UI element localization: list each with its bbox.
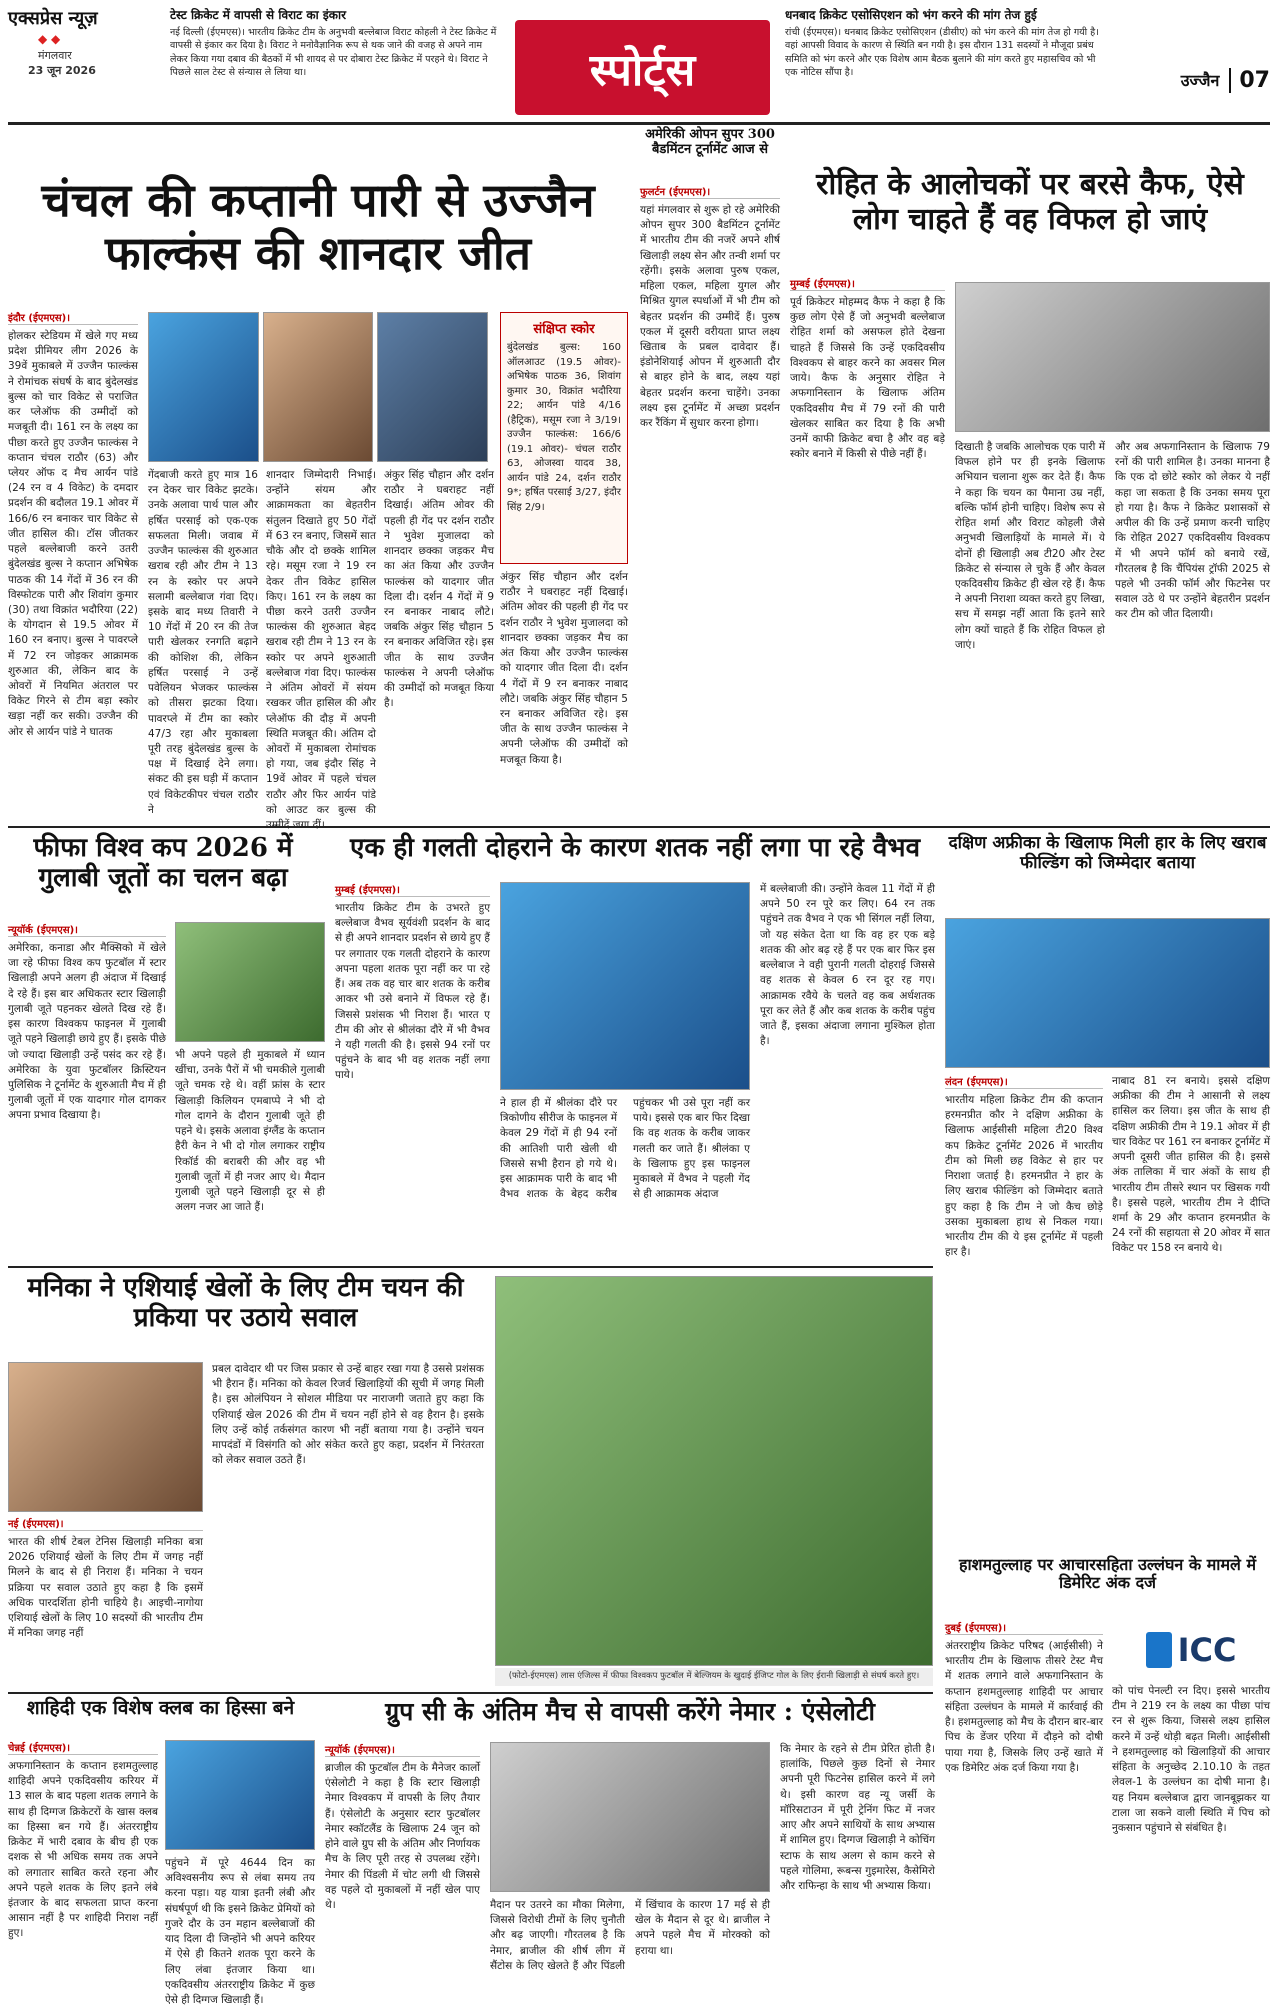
score-box: [500, 312, 628, 564]
day-label: मंगलवार: [38, 49, 72, 62]
story1-photo-3: [377, 312, 488, 462]
story4-dateline: न्यूयॉर्क (ईएमएस)।: [8, 922, 166, 937]
icc-emblem-icon: [1146, 1632, 1172, 1668]
story9-text-2: पहुंचने में पूरे 4644 दिन का अविश्वसनीय रूप से लंबा समय तय करना पड़ा। यह यात्रा इतनी लंबी और संघर्षपूर्ण थी कि इसने क्रिकेट प्रेमियों को गुजरे दौर के उन महान बल्लेबाजों की याद दिला दी जिन्होंने भी अपने करियर में ऐसे ही कितने शतक पूरा करने के लिए लंबा इंतजार किया था। एकदिवसीय अंतरराष्ट्रीय क्रिकेट में कुछ ऐसे ही दिग्गज खिलाड़ी हैं।: [165, 1857, 315, 2006]
story8-text-1: अंतरराष्ट्रीय क्रिकेट परिषद (आईसीसी) ने भारतीय टीम के खिलाफ तीसरे टेस्ट मैच में शतक लगाने वाले अफगानिस्तान के कप्तान हशमतुल्लाह शाहिदी पर आचार संहिता उल्लंघन के मामले में कार्रवाई की है। हशमतुल्लाह को मैच के दौरान बार-बार पिच के डेंजर एरिया में दौड़ने को दोषी पाया गया है, जिसके लिए उन्हें खाते में एक डिमेरिट अंक दर्ज किया गया है।: [945, 1640, 1103, 1774]
story2-text: यहां मंगलवार से शुरू हो रहे अमेरिकी ओपन सुपर 300 बैडमिंटन टूर्नामेंट में भारतीय टीम की नजरें अपने शीर्ष खिलाड़ी लक्ष्य सेन और तन्वी शर्मा पर रहेंगी। इसके अलावा पुरुष एकल, महिला एकल, महिला युगल और मिश्रित युगल स्पर्धाओं में भी टीम को बेहतर प्रदर्शन की उम्मीदें हैं। पुरुष एकल में दूसरी वरीयता प्राप्त लक्ष्य खिताब के प्रबल दावेदार हैं। इंडोनेशियाई ओपन में शुरुआती दौर से बाहर होने के बाद, लक्ष्य यहां बेहतर प्रदर्शन करना चाहेंगे। उनका लक्ष्य इस टूर्नामेंट में अच्छा प्रदर्शन कर रैंकिंग में सुधार करना होगा।: [640, 204, 780, 430]
story10-text-2: मैदान पर उतरने का मौका मिलेगा, जिससे विरोधी टीमों के लिए चुनौती और बढ़ जाएगी। गौरतलब है कि नेमार, ब्राजील की शीर्ष लीग में सैंटोस के लिए खेलते हैं और पिंडली में खिंचाव के कारण 17 मई से ही खेल के मैदान से दूर थे। ब्राजील ने अपने पहले मैच में मोरक्को को हराया था।: [490, 1899, 770, 1972]
icc-logo-text: ICC: [1177, 1631, 1237, 1669]
story5-col3: [760, 882, 935, 1260]
story10-col2: [490, 1898, 770, 2000]
story5-text-2: ने हाल ही में श्रीलंका दौरे पर त्रिकोणीय सीरीज के फाइनल में केवल 29 गेंदों में ही 94 रनों की आतिशी पारी खेली थी जिससे सभी हैरान हो गये थे। इस आक्रामक पारी के बाद भी वैभव शतक के बेहद करीब पहुंचकर भी उसे पूरा नहीं कर पाये। इससे एक बार फिर दिखा कि वह शतक के करीब जाकर गलती कर जाते हैं। श्रीलंका ए के खिलाफ हुए इस फाइनल मुकाबले में वैभव ने पहली गेंद से ही आक्रामक अंदाज: [500, 1097, 750, 1201]
story6-col1: [945, 1074, 1103, 1550]
story3-text-3: और अब अफगानिस्तान के खिलाफ 79 रनों की पारी शामिल है। उनका मानना है कि एक दो छोटे स्कोर को लेकर ये नहीं कहा जा सकता है कि उनका समय पूरा हो गया है। कैफ ने क्रिकेट प्रशासकों से अपील की कि उन्हें प्रमाण करनी चाहिए कि रोहित 2027 एकदिवसीय विश्वकप में भी अपने फॉर्म को बनाये रखें, गौरतलब है कि चैंपियंस ट्रॉफी 2025 से पहले भी उनकी फॉर्म और फिटनेस पर सवाल उठे थे पर उन्होंने बेहतरीन प्रदर्शन कर टीम को जीत दिलायी।: [1115, 441, 1270, 621]
story7-col2: [212, 1362, 484, 1686]
story8-headline: हाशमतुल्लाह पर आचारसहिता उल्लंघन के मामले में डिमेरिट अंक दर्ज: [958, 1555, 1257, 1593]
page-info: [1125, 60, 1270, 100]
story10-col3: [780, 1742, 935, 2000]
score-text: बुंदेलखंड बुल्स: 160 ऑलआउट (19.5 ओवर)- अभिषेक पाठक 36, शिवांग कुमार 30, विक्रांत भदौरिया 22; आर्यन पांडे 4/16 (हैट्रिक), मसूम रजा ने 3/19। उज्जैन फाल्कंस: 166/6 (19.1 ओवर)- चंचल राठौर 63, ओजस्वा यादव 38, आर्यन पांडे 24, दर्शन राठौर 9*; हर्षित परसाई 3/27, इंदौर सिंह 2/9।: [507, 342, 621, 513]
story3-col2: [955, 440, 1105, 820]
story10-photo: [490, 1742, 770, 1892]
story9-col1: [8, 1740, 158, 2000]
city-label: उज्जैन: [1180, 71, 1220, 90]
story2-dateline: फुलर्टन (ईएमएस)।: [640, 184, 780, 199]
story1-col3: [266, 468, 376, 820]
top-right-brief: [785, 6, 1105, 116]
story9-photo: [165, 1740, 315, 1850]
story8-col1: [945, 1620, 1103, 2000]
story7-dateline: नई (ईएमएस)।: [8, 1516, 203, 1531]
story1-photo-2: [263, 312, 374, 462]
ornament-icon: ◆ ◆: [38, 32, 61, 46]
story3-dateline: मुम्बई (ईएमएस)।: [790, 276, 945, 291]
story3-photo: [955, 282, 1270, 432]
story7-col1: [8, 1516, 203, 1686]
story7-text-1: भारत की शीर्ष टेबल टेनिस खिलाड़ी मनिका बत्रा 2026 एशियाई खेलों के लिए टीम में जगह नहीं मिलने के बाद से ही निराश हैं। मनिका ने चयन प्रक्रिया पर सवाल उठाते हुए कहा है कि इसमें अधिक पारदर्शिता होनी चाहिये है। आइची-नागोया एशियाई खेलों के लिए 10 सदस्यों की भारतीय टीम में मनिका जगह नहीं: [8, 1536, 203, 1640]
story6-col2: [1112, 1074, 1270, 1550]
story3-text-1: पूर्व क्रिकेटर मोहम्मद कैफ ने कहा है कि कुछ लोग ऐसे हैं जो अनुभवी बल्लेबाज रोहित शर्मा को असफल होते देखना चाहते हैं जिससे कि उन्हें एकदिवसीय विश्वकप से बाहर करने का अवसर मिल जाये। कैफ के अनुसार रोहित ने अफगानिस्तान के खिलाफ अंतिम एकदिवसीय मैच में 79 रनों की पारी खेलकर साबित कर दिया है कि अभी उनमें काफी क्रिकेट बचा है और वह बड़े स्कोर बनाने में किसी से पीछे नहीं हैं।: [790, 296, 945, 461]
story4-text-1: अमेरिका, कनाडा और मैक्सिको में खेले जा रहे फीफा विश्व कप फुटबॉल में स्टार खिलाड़ी अपने अलग ही अंदाज में दिखाई दे रहे हैं। इस बार अधिकतर स्टार खिलाड़ी गुलाबी जूते पहनकर खेलते दिख रहे हैं। इस कारण विश्वकप फाइनल में गुलाबी जूते पहने खिलाड़ी छाये हुए हैं। इसके पीछे जो ज्यादा खिलाड़ी उन्हें पसंद कर रहे हैं। अमेरिका के युवा फुटबॉलर क्रिस्टियन पुलिसिक ने टूर्नामेंट के शुरुआती मैच में ही गुलाबी जूतों में एक यादगार गोल दागकर अपना प्रभाव दिखाया है।: [8, 942, 166, 1122]
story5-col1: [335, 882, 490, 1260]
story9-col2: [165, 1856, 315, 2006]
football-photo: [495, 1276, 933, 1666]
story6-text-1: भारतीय महिला क्रिकेट टीम की कप्तान हरमनप्रीत कौर ने दक्षिण अफ्रीका के खिलाफ आईसीसी महिला टी20 विश्व कप क्रिकेट टूर्नामेंट 2026 में भारतीय टीम को मिली छह विकेट से हार पर निराशा जताई है। हरमनप्रीत ने हार के लिए खराब फील्डिंग को जिम्मेदार बताते हुए कहा है कि टीम ने जो कैच छोड़े उसका मुकाबला हाथ से निकल गया। भारतीय टीम की ये इस टूर्नामेंट में पहली हार है।: [945, 1094, 1103, 1259]
story7-photo: [8, 1362, 203, 1512]
icc-logo: [1112, 1620, 1270, 1680]
story4-headline: फीफा विश्व कप 2026 में गुलाबी जूतों का चलन बढ़ा: [33, 833, 293, 893]
date-label: 23 जून 2026: [28, 64, 96, 77]
story8-col2: [1112, 1684, 1270, 2000]
masthead-paper-block: [8, 6, 158, 106]
football-photo-caption: (फोटो-ईएमएस) लास एंजिल्स में फीफा विश्वकप फुटबॉल में बेल्जियम के खुदाई ईजिप्ट गोल के लिए ईरानी खिलाड़ी से संघर्ष करते हुए।: [495, 1668, 933, 1686]
story3-headline: रोहित के आलोचकों पर बरसे कैफ, ऐसे लोग चाहते हैं वह विफल हो जाएं: [816, 167, 1244, 237]
story1-photo-1: [148, 312, 259, 462]
story3-text-2: दिखाती है जबकि आलोचक एक पारी में विफल होने पर ही इनके खिलाफ अभियान चलाना शुरू कर देते हैं। कैफ ने कहा कि चयन का पैमाना उम्र नहीं, बल्कि फॉर्म होनी चाहिए। विशेष रूप से रोहित शर्मा और विराट कोहली जैसे अनुभवी खिलाड़ियों के मामले में। ये दोनों ही खिलाड़ी अब टी20 और टेस्ट क्रिकेट से संन्यास ले चुके हैं और केवल एकदिवसीय क्रिकेट ही खेल रहे हैं। कैफ ने अपनी निराशा व्यक्त करते हुए लिखा, सच में समझ नहीं आता कि इतने सारे लोग क्यों चाहते हैं कि रोहित विफल हो जाएं।: [955, 441, 1105, 651]
story5-col2: [500, 1096, 750, 1260]
section-rule-1: [8, 826, 1270, 828]
story1-headline: चंचल की कप्तानी पारी से उज्जैन फाल्कंस की शानदार जीत: [41, 173, 595, 280]
story4-text-2: भी अपने पहले ही मुकाबले में ध्यान खींचा, उनके पैरों में भी चमकीले गुलाबी जूते चमक रहे थे। वहीं फ्रांस के स्टार खिलाड़ी किलियन एमबाप्पे ने भी दो गोल दागने के दौरान गुलाबी जूते ही पहने थे। इसके अलावा इंग्लैंड के कप्तान हैरी केन ने भी दो गोल लगाकर राष्ट्रीय रिकॉर्ड की बराबरी की और वह भी गुलाबी जूतों में ही नजर आए थे। मैदान गुलाबी जूते पहने खिलाड़ी दूर से ही अलग नजर आ जाते हैं।: [175, 1049, 325, 1214]
story3-col1: [790, 276, 945, 820]
story6-text-2: नाबाद 81 रन बनाये। इससे दक्षिण अफ्रीका की टीम ने आसानी से लक्ष्य हासिल कर लिया। इस जीत के साथ ही दक्षिण अफ्रीकी टीम ने 19.1 ओवर में ही चार विकेट पर 161 रन बनाकर टूर्नामेंट में अपनी दूसरी जीत हासिल की है। इससे अंक तालिका में चार अंकों के साथ ही भारतीय टीम तीसरे स्थान पर खिसक गयी है। इससे पहले, भारतीय टीम ने दीप्ति शर्मा के 29 और कप्तान हरमनप्रीत के 24 रनों की सहायता से 20 ओवर में सात विकेट पर 158 रन बनाये थे।: [1112, 1075, 1270, 1255]
story5-dateline: मुम्बई (ईएमएस)।: [335, 882, 490, 897]
story3-col3: [1115, 440, 1270, 820]
masthead-rule: [8, 122, 1270, 125]
story5-headline: एक ही गलती दोहराने के कारण शतक नहीं लगा पा रहे वैभव: [349, 833, 921, 863]
story1-text-4: अंकुर सिंह चौहान और दर्शन राठौर ने घबराहट नहीं दिखाई। अंतिम ओवर की पहली ही गेंद पर दर्शन राठौर ने भुवेश मुजालदा को शानदार छक्का जड़कर मैच का अंत किया और उज्जैन फाल्कंस को यादगार जीत दिला दी। दर्शन 4 गेंदों में 9 रन बनाकर नाबाद लौटे। जबकि अंकुर सिंह चौहान 5 रन बनाकर अविजित रहे। इस जीत के साथ उज्जैन फाल्कंस ने अपनी प्लेऑफ की उम्मीदों को मजबूत किया है।: [384, 469, 494, 710]
score-title: संक्षिप्त स्कोर: [533, 322, 595, 337]
story5-text-3: में बल्लेबाजी की। उन्होंने केवल 11 गेंदों में ही अपने 50 रन पूरे कर लिए। 64 रन तक पहुंचने तक वैभव ने एक भी सिंगल नहीं लिया, जो यह संकेत देता था कि वह हर एक बड़े शतक की ओर बढ़ रहे हैं पर एक बार फिर इस बल्लेबाज ने वही पुरानी गलती दोहराई जिससे वह शतक से केवल 6 रन दूर रह गए। आक्रामक रवैये के चलते वह कब अर्धशतक पूरा कर लेते हैं और कब शतक के करीब पहुंच जाते हैं, इसका अंदाजा लगाना मुश्किल होता है।: [760, 883, 935, 1048]
paper-name: एक्सप्रेस न्यूज़: [8, 8, 98, 29]
story10-dateline: न्यूयॉर्क (ईएमएस)।: [325, 1742, 480, 1757]
story9-headline: शाहिदी एक विशेष क्लब का हिस्सा बने: [26, 1697, 295, 1719]
story5-photo: [500, 882, 750, 1090]
story7-text-2: प्रबल दावेदार थी पर जिस प्रकार से उन्हें बाहर रखा गया है उससे प्रशंसक भी हैरान हैं। मनिका को केवल रिजर्व खिलाड़ियों की सूची में जगह मिली है। इस ओलंपियन ने सोशल मीडिया पर नाराजगी जताते हुए कहा कि एशियाई खेल 2026 की टीम में चयन नहीं होने से वह हैरान है। इसके लिए उन्हें कोई तर्कसंगत कारण भी नहीं बताया गया है। उन्होंने चयन मापदंडों में विसंगति को ओर संकेत करते हुए कहा, प्रदर्शन में निरंतरता को लेकर सवाल उठते हैं।: [212, 1363, 484, 1467]
story10-text-1: ब्राजील की फुटबॉल टीम के मैनेजर कार्लो एंसेलोटी ने कहा है कि स्टार खिलाड़ी नेमार विश्वकप में वापसी के लिए तैयार हैं। एंसेलोटी के अनुसार स्टार फुटबॉलर नेमार स्कॉटलैंड के खिलाफ 24 जून को होने वाले ग्रुप सी के अंतिम और निर्णायक मैच के लिए पूरी तरह से उपलब्ध रहेंगे। नेमार की पिंडली में चोट लगी थी जिससे वह पहले दो मुकाबलों में नहीं खेल पाए थे।: [325, 1762, 480, 1911]
story8-text-2: को पांच पेनल्टी रन दिए। इससे भारतीय टीम ने 219 रन के लक्ष्य का पीछा पांच रन से शुरू किया, जिससे लक्ष्य हासिल करने में उन्हें थोड़ी बढ़त मिली। आईसीसी ने हशमतुल्लाह को खिलाड़ियों की आचार संहिता के अनुच्छेद 2.10.10 के तहत लेवल-1 के उल्लंघन का दोषी माना है। यह नियम बल्लेबाज द्वारा जानबूझकर या टाला जा सकने वाली स्थिति में पिच को नुकसान पहुंचाने से संबंधित है।: [1112, 1685, 1270, 1834]
story1-text-2: गेंदबाजी करते हुए मात्र 16 रन देकर चार विकेट झटके। उनके अलावा पार्थ पाल और हर्षित परसाई को एक-एक सफलता मिली। जवाब में उज्जैन फाल्कंस की शुरुआत खराब रही और टीम ने 13 रन के स्कोर पर अपने सलामी बल्लेबाज गंवा दिए। इसके बाद मध्य तिवारी ने 10 गेंदों में 20 रन की तेज पारी खेलकर रनगति बढ़ाने की कोशिश की, लेकिन हर्षित परसाई ने उन्हें पवेलियन भेजकर फाल्कंस को तीसरा झटका दिया। पावरप्ले में टीम का स्कोर 47/3 रहा और मुकाबला पूरी तरह बुंदेलखंड बुल्स के पक्ष में दिखाई देने लगा। संकट की इस घड़ी में कप्तान एवं विकेटकीपर चंचल राठौर ने: [148, 469, 258, 816]
story1-text-3: शानदार जिम्मेदारी निभाई। उन्होंने संयम और आक्रामकता का बेहतरीन संतुलन दिखाते हुए 50 गेंदों में 63 रन बनाए, जिसमें सात चौके और दो छक्के शामिल रहे। मसूम रजा ने 19 रन देकर तीन विकेट हासिल किए। 161 रन के लक्ष्य का पीछा करने उतरी उज्जैन फाल्कंस की शुरुआत बेहद खराब रही टीम ने 13 रन के स्कोर पर अपने शुरुआती बल्लेबाज गंवा दिए। फाल्कंस ने अंतिम ओवरों में संयम रखकर जीत हासिल की और प्लेऑफ की दौड़ में अपनी स्थिति मजबूत की। अंतिम दो ओवरों में मुकाबला रोमांचक हो गया, जब इंदौर सिंह ने 19वें ओवर में पहले चंचल राठौर और फिर आर्यन पांडे को आउट कर बुल्स की: [266, 469, 376, 816]
story9-dateline: चेन्नई (ईएमएस)।: [8, 1740, 158, 1755]
story1-col5: [500, 570, 628, 820]
story1-text-1: होलकर स्टेडियम में खेले गए मध्य प्रदेश प्रीमियर लीग 2026 के 39वें मुकाबले में उज्जैन फाल्कंस ने रोमांचक संघर्ष के बाद बुंदेलखंड बुल्स को चार विकेट से पराजित कर प्लेऑफ की उम्मीदों को मजबूती दी। 161 रन के लक्ष्य का पीछा करते हुए उज्जैन फाल्कंस ने कप्तान चंचल राठौर (63) और प्लेयर ऑफ द मैच आर्यन पांडे (24 रन व 4 विकेट) के दमदार प्रदर्शन की बदौलत 19.1 ओवर में 166/6 रन बनाकर चार विकेट से जीत हासिल की। टॉस जीतकर पहले बल्लेबाजी करने उतरी बुंदेलखंड बुल्स ने कप्तान अभिषेक पाठक की 14 गेंदों में 36 रन की विस्फोटक पारी और शिवांग कुमार (30) तथा विक्रांत भदौरिया (22) के योगदान से 19.5 ओवर में 160 रन बनाए। बुल्स ने पावरप्ले में 72 रन जोड़कर आक्रामक शुरुआत की, लेकिन बाद के ओवरों में नियमित अंतराल पर विकेट गिरने से टीम बड़ा स्कोर खड़ा नहीं कर सकी। उज्जैन की ओर से आर्यन पांडे ने घातक: [8, 330, 138, 738]
story1-col2: [148, 468, 258, 820]
brief-text: नई दिल्ली (ईएमएस)। भारतीय क्रिकेट टीम के अनुभवी बल्लेबाज विराट कोहली ने टेस्ट क्रिकेट में वापसी से इंकार कर दिया है। विराट ने मनोवैज्ञानिक रूप से थक जाने की वजह से अपने नाम लेकर किया गया दबाव की बैठकों में भी शायद से पर दोबारा टेस्ट क्रिकेट में परहने थे। विराट ने पिछले साल टेस्ट से संन्यास ले लिया था।: [170, 27, 497, 78]
story1-text-5: अंकुर सिंह चौहान और दर्शन राठौर ने घबराहट नहीं दिखाई। अंतिम ओवर की पहली ही गेंद पर दर्शन राठौर ने भुवेश मुजालदा को शानदार छक्का जड़कर मैच का अंत किया और उज्जैन फाल्कंस को यादगार जीत दिला दी। दर्शन 4 गेंदों में 9 रन बनाकर नाबाद लौटे। जबकि अंकुर सिंह चौहान 5 रन बनाकर अविजित रहे। इस जीत के साथ उज्जैन फाल्कंस ने अपनी प्लेऑफ की उम्मीदों को मजबूत किया है।: [500, 571, 628, 766]
brief-text: रांची (ईएमएस)। धनबाद क्रिकेट एसोसिएशन (डीसीए) को भंग करने की मांग तेज हो गयी है। वहां आपसी विवाद के कारण से स्थिति बन गयी है। इस दौरान 131 सदस्यों ने मौजूदा प्रबंध समिति को भंग करने और एक विशेष आम बैठक बुलाने की मांग करते हुए महासचिव को भी एक नोटिस सौंपा है।: [785, 27, 1099, 78]
story10-text-3: कि नेमार के रहने से टीम प्रेरित होती है। हालांकि, पिछले कुछ दिनों से नेमार अपनी पूरी फिटनेस हासिल करने में लगे थे। इसी कारण वह न्यू जर्सी के मॉरिसटाउन में पूरी ट्रेनिंग फिट में नजर आए और अपने साथियों के साथ अभ्यास में शामिल हुए। दिग्गज खिलाड़ी ने कोचिंग स्टाफ के साथ अलग से काम करने से पहले गोलिमा, रूबन्स गुइमारेस, कैसेमिरो और राफिन्हा के साथ भी अभ्यास किया।: [780, 1743, 935, 1892]
story2-body: [640, 184, 780, 820]
story6-photo: [945, 918, 1270, 1068]
page-number: 07: [1229, 68, 1270, 93]
story10-headline: ग्रुप सी के अंतिम मैच से वापसी करेंगे नेमार : एंसेलोटी: [385, 1697, 875, 1726]
section-title: स्पोर्ट्स: [589, 44, 696, 96]
story9-text-1: अफगानिस्तान के कप्तान हशमतुल्लाह शाहिदी अपने एकदिवसीय करियर में 13 साल के बाद पहला शतक लगाने के साथ ही दिग्गज क्रिकेटरों के खास क्लब का हिस्सा बन गये हैं। अंतरराष्ट्रीय क्रिकेट में भारी दबाव के बीच ही एक दशक से भी अधिक समय तक अपने को लगातार साबित करते रहना और अपने पहले शतक के लिए इतने लंबे इंतजार के बाद सफलता प्राप्त करना आसान नहीं है पर शाहिदी निराश नहीं हुए।: [8, 1760, 158, 1940]
story1-photos: [148, 312, 488, 462]
story1-col1: [8, 310, 138, 820]
story8-dateline: दुबई (ईएमएस)।: [945, 1620, 1103, 1635]
story4-col2: [175, 1048, 325, 1260]
story1-dateline: इंदौर (ईएमएस)।: [8, 310, 138, 325]
brief-title: धनबाद क्रिकेट एसोसिएशन को भंग करने की मांग तेज हुई: [785, 8, 1037, 22]
section-rule-2: [8, 1266, 933, 1268]
brief-title: टेस्ट क्रिकेट में वापसी से विराट का इंकार: [170, 8, 346, 22]
story1-col4: [384, 468, 494, 820]
story10-col1: [325, 1742, 480, 2000]
story4-photo: [175, 922, 325, 1042]
story7-headline: मनिका ने एशियाई खेलों के लिए टीम चयन की प्रकिया पर उठाये सवाल: [27, 1273, 464, 1333]
story6-headline: दक्षिण अफ्रीका के खिलाफ मिली हार के लिए खराब फील्डिंग को जिम्मेदार बताया: [948, 833, 1267, 873]
story4-col1: [8, 922, 166, 1260]
section-rule-3: [8, 1692, 933, 1694]
section-banner: [515, 20, 770, 115]
story5-text-1: भारतीय क्रिकेट टीम के उभरते हुए बल्लेबाज वैभव सूर्यवंशी प्रदर्शन के बाद से ही अपने शानदार प्रदर्शन से छाये हुए हैं पर लगातार एक गलती दोहराने के कारण अपना पहला शतक पूरा नहीं कर पा रहे हैं। अब तक वह चार बार शतक के करीब आकर भी उसे बनाने में विफल रहे हैं। जिससे प्रशंसक भी निराश हैं। भारत ए टीम की ओर से श्रीलंका दौरे में भी वैभव ने यही गलती की है। इससे 94 रनों पर पहुंचने के बाद भी वह शतक नहीं लगा पाये।: [335, 902, 490, 1082]
top-left-brief: [170, 6, 500, 116]
story6-dateline: लंदन (ईएमएस)।: [945, 1074, 1103, 1089]
story2-headline: अमेरिकी ओपन सुपर 300 बैडमिंटन टूर्नामेंट आज से: [645, 127, 775, 157]
